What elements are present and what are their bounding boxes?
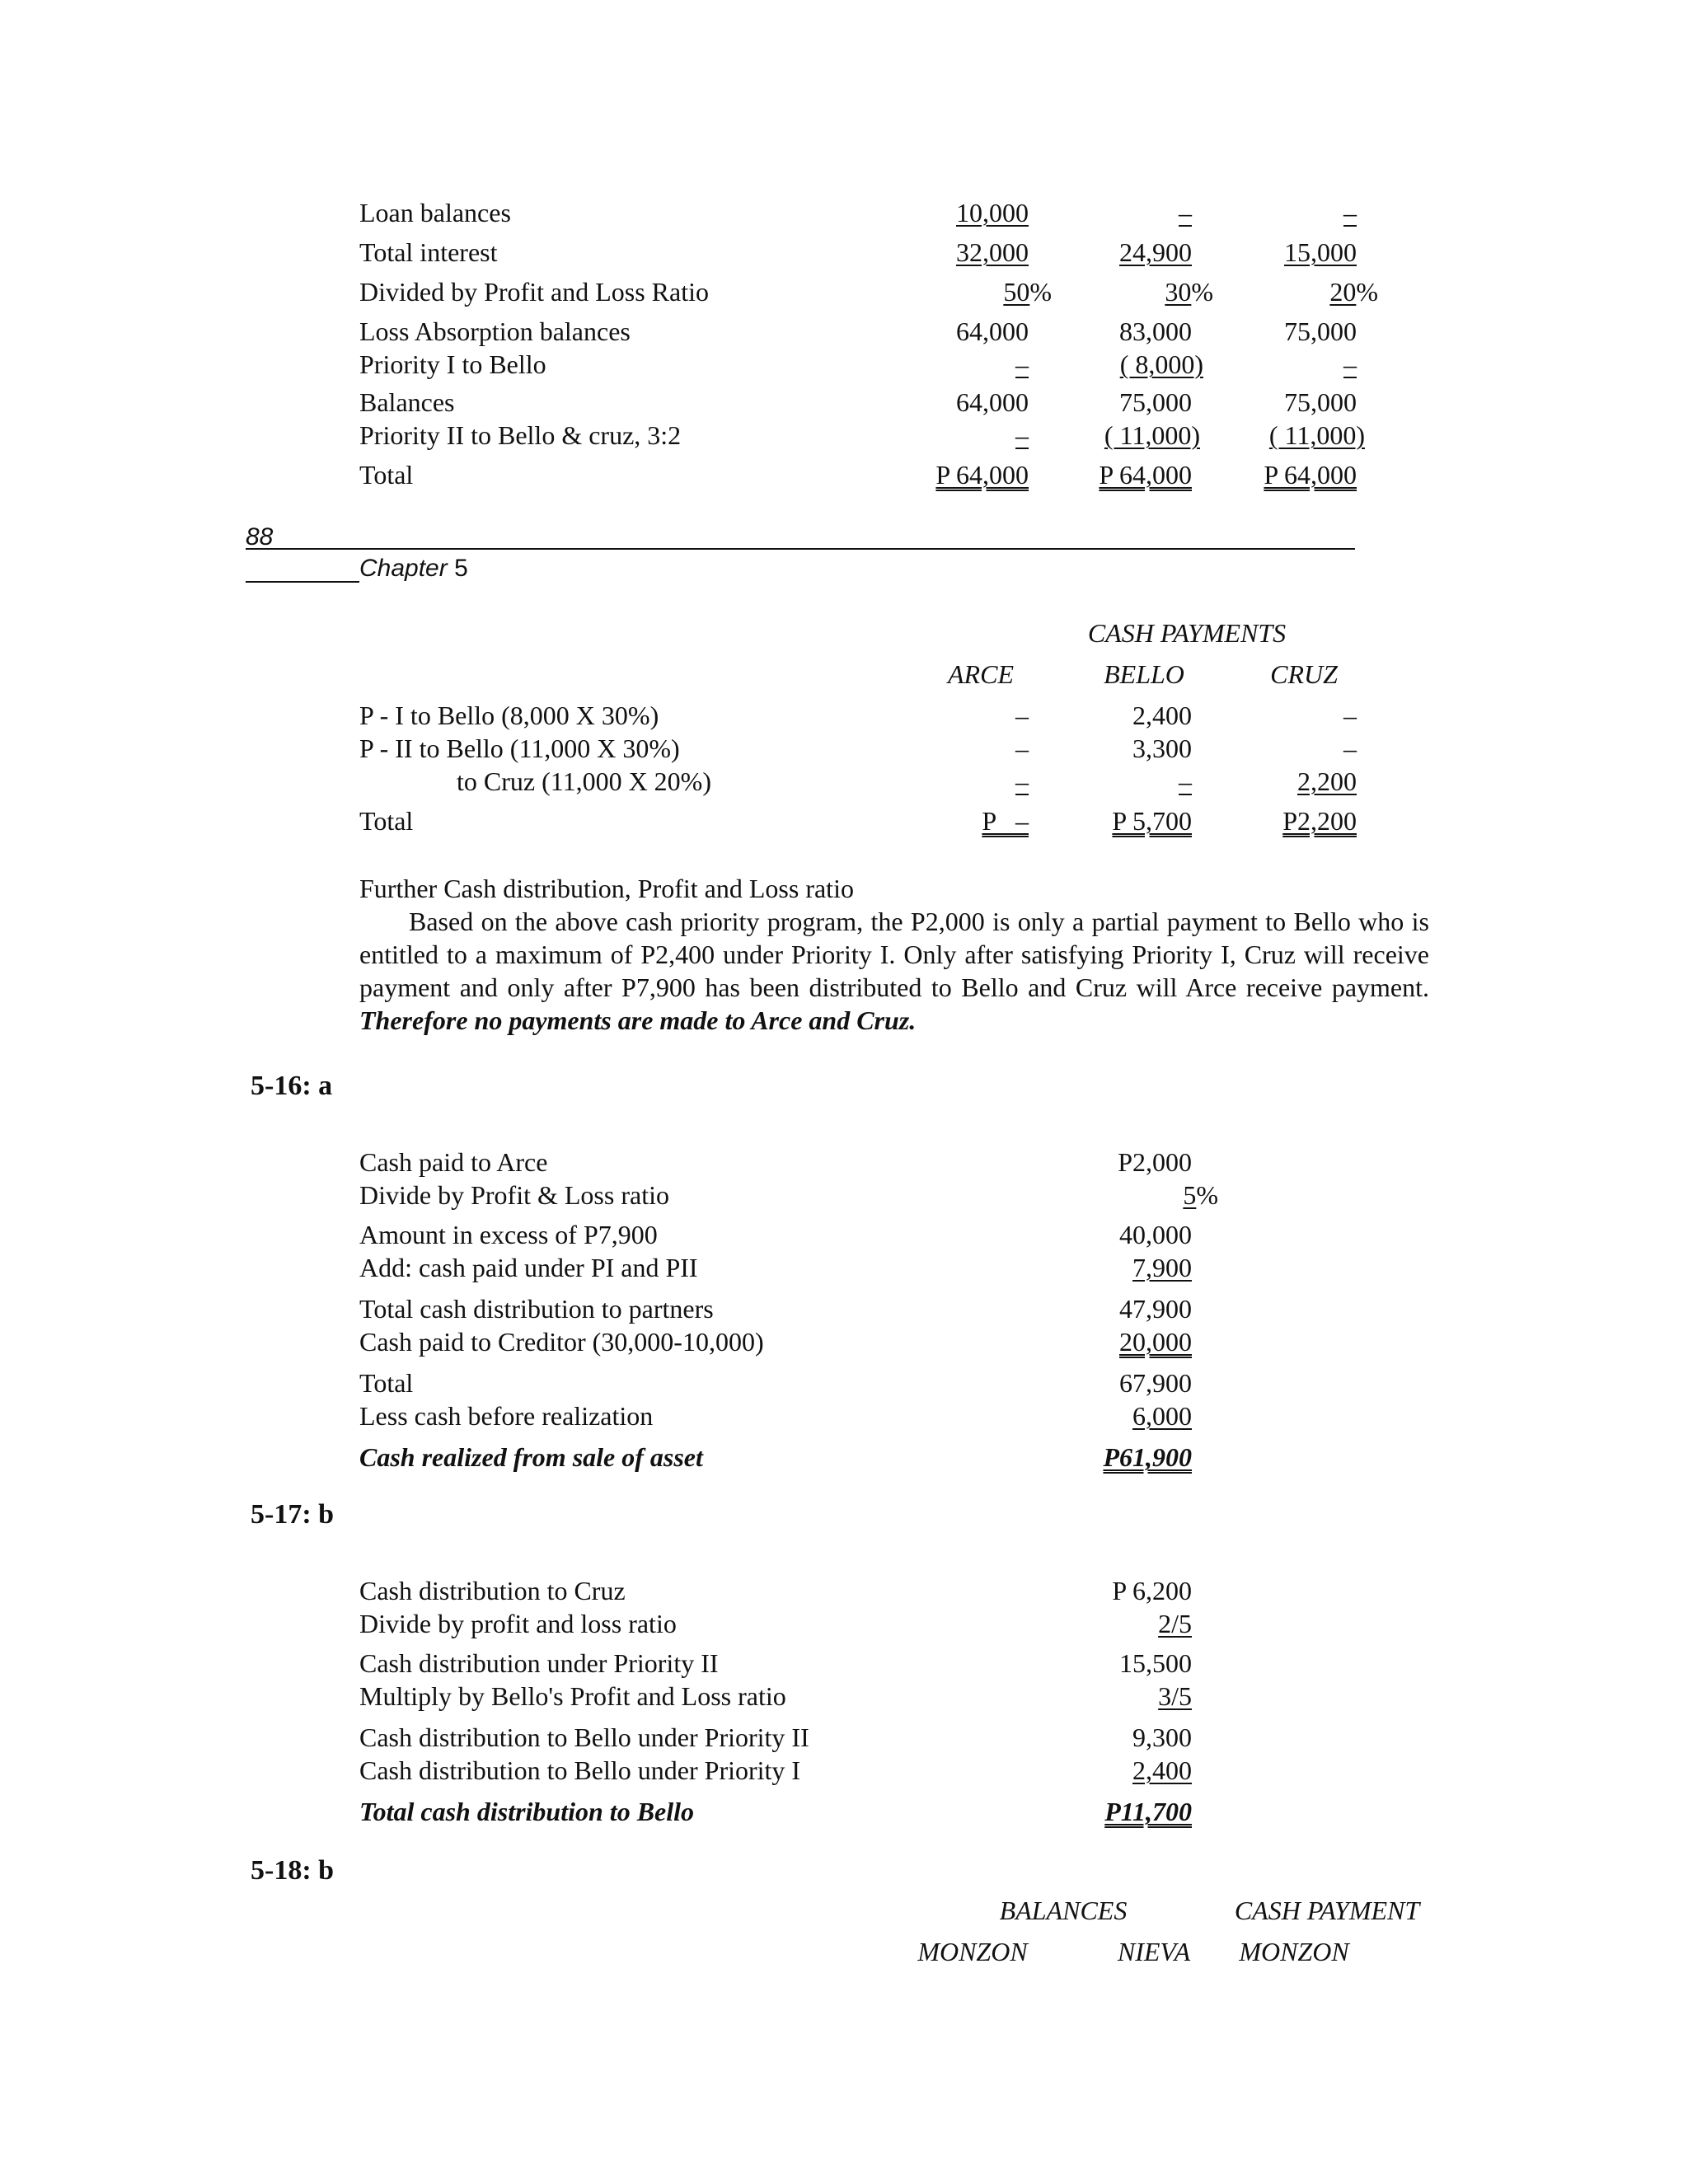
cell: P11,700 bbox=[1104, 1797, 1192, 1826]
row-label: Balances bbox=[359, 387, 455, 417]
column-header-nieva: NIEVA bbox=[1117, 1937, 1191, 1966]
cell: 64,000 bbox=[956, 387, 1029, 417]
cell: ( 11,000) bbox=[1268, 420, 1365, 450]
further-explanation bbox=[359, 872, 1429, 1037]
row-label: to Cruz (11,000 X 20%) bbox=[457, 766, 711, 796]
header-rule bbox=[246, 548, 1355, 550]
row-label: Total cash distribution to partners bbox=[359, 1294, 714, 1324]
chapter-rule bbox=[246, 581, 359, 583]
row-label: Cash distribution to Cruz bbox=[359, 1576, 626, 1605]
cell: ( 8,000) bbox=[1119, 349, 1203, 379]
chapter-title: Chapter 5 bbox=[359, 555, 468, 582]
row-label: Add: cash paid under PI and PII bbox=[359, 1253, 698, 1282]
question-label-5-16: 5-16: a bbox=[251, 1071, 333, 1101]
cell: – bbox=[1343, 733, 1357, 763]
row-label: Less cash before realization bbox=[359, 1401, 654, 1431]
row-label: Amount in excess of P7,900 bbox=[359, 1220, 658, 1249]
row-label: P - II to Bello (11,000 X 30%) bbox=[359, 733, 680, 763]
cell: 30% bbox=[1165, 277, 1213, 307]
question-label-5-17: 5-17: b bbox=[251, 1499, 335, 1530]
cell: – bbox=[1015, 701, 1029, 730]
cell: P61,900 bbox=[1103, 1442, 1192, 1472]
row-label: Total cash distribution to Bello bbox=[359, 1797, 695, 1826]
cell: 75,000 bbox=[1284, 316, 1357, 346]
cell: 24,900 bbox=[1119, 237, 1192, 267]
further-emphasis: Therefore no payments are made to Arce and Cruz. bbox=[359, 1005, 917, 1035]
cell: 75,000 bbox=[1119, 387, 1192, 417]
question-label-5-18: 5-18: b bbox=[251, 1855, 335, 1886]
cell: – bbox=[1015, 349, 1029, 379]
cell: P2,000 bbox=[1118, 1147, 1192, 1177]
row-label: Priority I to Bello bbox=[359, 349, 546, 379]
cell: 20% bbox=[1329, 277, 1378, 307]
cell: – bbox=[1015, 733, 1029, 763]
row-label: Divided by Profit and Loss Ratio bbox=[359, 277, 709, 307]
cell: – bbox=[1343, 198, 1357, 227]
cell: 5% bbox=[1183, 1180, 1218, 1210]
cell: ( 11,000) bbox=[1104, 420, 1200, 450]
row-label: Divide by profit and loss ratio bbox=[359, 1609, 677, 1638]
cell: 2/5 bbox=[1158, 1609, 1192, 1638]
cell: 15,000 bbox=[1284, 237, 1357, 267]
balances-title: BALANCES bbox=[999, 1896, 1128, 1925]
cell: P 64,000 bbox=[1099, 460, 1192, 490]
cash-payments-title: CASH PAYMENTS bbox=[1087, 618, 1287, 648]
cell: – bbox=[1179, 766, 1192, 796]
cell: P – bbox=[982, 806, 1029, 836]
row-label: Divide by Profit & Loss ratio bbox=[359, 1180, 669, 1210]
cell: P 64,000 bbox=[1264, 460, 1357, 490]
cell: 83,000 bbox=[1119, 316, 1192, 346]
row-label: Loan balances bbox=[359, 198, 511, 227]
cell: 67,900 bbox=[1119, 1368, 1192, 1398]
column-header-arce: ARCE bbox=[948, 659, 1014, 689]
cell: 20,000 bbox=[1119, 1327, 1192, 1357]
cell: – bbox=[1179, 198, 1192, 227]
cell: 75,000 bbox=[1284, 387, 1357, 417]
column-header-monzon: MONZON bbox=[917, 1937, 1028, 1966]
cell: 2,200 bbox=[1297, 766, 1357, 796]
row-label: Cash distribution to Bello under Priority II bbox=[359, 1722, 809, 1752]
column-header-cruz: CRUZ bbox=[1270, 659, 1338, 689]
page-number: 88 bbox=[246, 523, 274, 551]
cell: 9,300 bbox=[1132, 1722, 1192, 1752]
cell: P 64,000 bbox=[935, 460, 1029, 490]
cell: 40,000 bbox=[1119, 1220, 1192, 1249]
row-label: Cash paid to Arce bbox=[359, 1147, 548, 1177]
row-label: Cash realized from sale of asset bbox=[359, 1442, 703, 1472]
row-label: Priority II to Bello & cruz, 3:2 bbox=[359, 420, 682, 450]
cell: P2,200 bbox=[1282, 806, 1357, 836]
cell: 3/5 bbox=[1158, 1681, 1192, 1711]
row-label: Total interest bbox=[359, 237, 498, 267]
cell: 47,900 bbox=[1119, 1294, 1192, 1324]
cell: 2,400 bbox=[1132, 701, 1192, 730]
cell: 3,300 bbox=[1132, 733, 1192, 763]
cell: 32,000 bbox=[956, 237, 1029, 267]
row-label: Total bbox=[359, 460, 414, 490]
row-label: P - I to Bello (8,000 X 30%) bbox=[359, 701, 659, 730]
cash-payment-title: CASH PAYMENT bbox=[1234, 1896, 1420, 1925]
row-label: Total bbox=[359, 806, 414, 836]
cell: 10,000 bbox=[956, 198, 1029, 227]
cell: 2,400 bbox=[1132, 1755, 1192, 1785]
cell: 7,900 bbox=[1132, 1253, 1192, 1282]
cell: – bbox=[1343, 701, 1357, 730]
cell: 6,000 bbox=[1132, 1401, 1192, 1431]
column-header-bello: BELLO bbox=[1104, 659, 1184, 689]
row-label: Multiply by Bello's Profit and Loss ratio bbox=[359, 1681, 786, 1711]
cell: 64,000 bbox=[956, 316, 1029, 346]
cell: – bbox=[1015, 766, 1029, 796]
cell: 50% bbox=[1003, 277, 1052, 307]
row-label: Cash distribution to Bello under Priority I bbox=[359, 1755, 801, 1785]
row-label: Loss Absorption balances bbox=[359, 316, 631, 346]
further-heading: Further Cash distribution, Profit and Loss ratio bbox=[359, 874, 854, 903]
cell: – bbox=[1343, 349, 1357, 379]
column-header-monzon-cash: MONZON bbox=[1239, 1937, 1349, 1966]
cell: – bbox=[1015, 420, 1029, 450]
further-paragraph: Based on the above cash priority program, the P2,000 is only a partial payment to Bello who is entitled to a maximum of P2,400 under Priority I. Only after satisfying Priority I, Cruz will receive payment and only after P7,900 has been distributed to Bello and Cruz will Arce receive payment. Therefore no payments are made to Arce and Cruz. bbox=[359, 907, 1429, 1035]
row-label: Total bbox=[359, 1368, 414, 1398]
cell: P 5,700 bbox=[1112, 806, 1192, 836]
row-label: Cash distribution under Priority II bbox=[359, 1648, 719, 1678]
cell: P 6,200 bbox=[1112, 1576, 1192, 1605]
row-label: Cash paid to Creditor (30,000-10,000) bbox=[359, 1327, 764, 1357]
cell: 15,500 bbox=[1119, 1648, 1192, 1678]
